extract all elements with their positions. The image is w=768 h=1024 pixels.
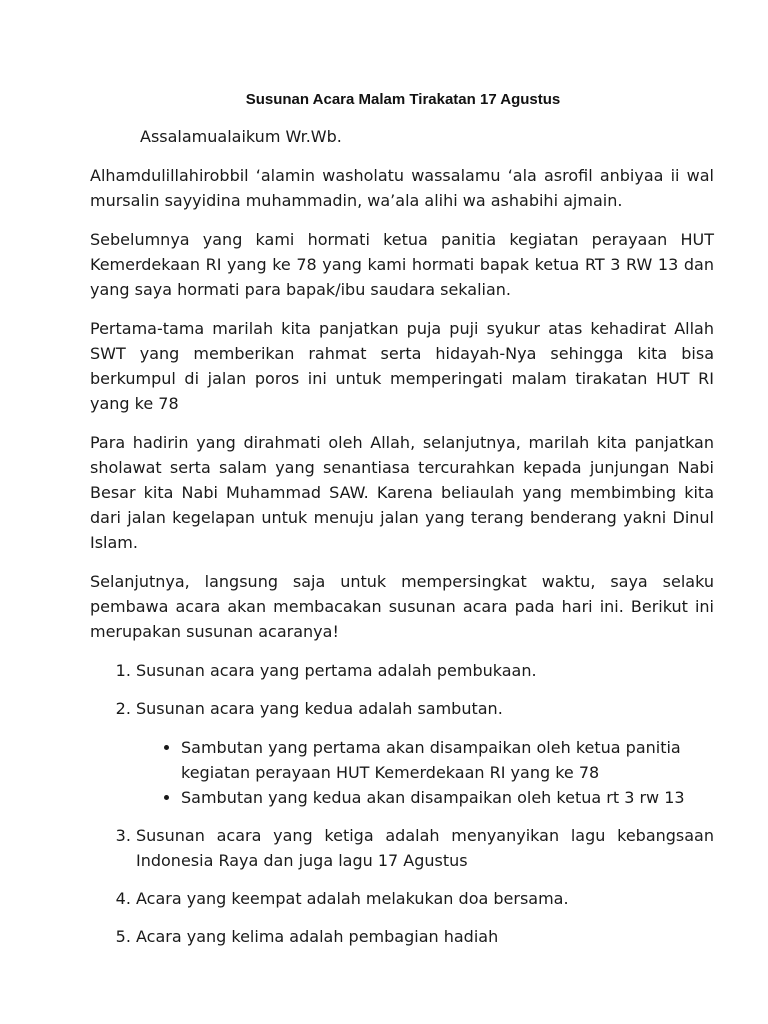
document-body — [90, 124, 714, 962]
agenda-item-text: Susunan acara yang kedua adalah sambutan. — [136, 699, 503, 718]
document-title: Susunan Acara Malam Tirakatan 17 Agustus — [245, 91, 561, 108]
sambutan-item: • Sambutan yang kedua akan disampaikan oleh ketua rt 3 rw 13 — [181, 785, 714, 810]
paragraph-opening-prayer: Alhamdulillahirobbil ‘alamin washolatu wassalamu ‘ala asrofil anbiyaa ii wal mursalin sayyidina muhammadin, wa’ala alihi wa ashabihi ajmain. — [90, 166, 714, 210]
agenda-item-text: Susunan acara yang ketiga adalah menyanyikan lagu kebangsaan Indonesia Raya dan juga lagu 17 Agustus — [136, 826, 714, 870]
sambutan-list — [136, 735, 714, 810]
agenda-item-text: Acara yang keempat adalah melakukan doa bersama. — [136, 889, 569, 908]
agenda-item-text: Susunan acara yang pertama adalah pembukaan. — [136, 661, 537, 680]
paragraph-introduction: Selanjutnya, langsung saja untuk mempersingkat waktu, saya selaku pembawa acara akan membacakan susunan acara pada hari ini. Berikut ini merupakan susunan acaranya! — [90, 572, 714, 641]
greeting: Assalamualaikum Wr.Wb. — [140, 127, 342, 146]
agenda-item — [136, 823, 714, 873]
agenda-item — [136, 658, 714, 683]
agenda-item-text: Acara yang kelima adalah pembagian hadiah — [136, 927, 499, 946]
agenda-item — [136, 924, 714, 949]
agenda-item — [136, 696, 714, 810]
agenda-list — [90, 658, 714, 949]
paragraph-gratitude: Pertama-tama marilah kita panjatkan puja puji syukur atas kehadirat Allah SWT yang memberikan rahmat serta hidayah-Nya sehingga kita bisa berkumpul di jalan poros ini untuk memperingati malam tirakatan HUT RI yang ke 78 — [90, 319, 714, 413]
paragraph-respects: Sebelumnya yang kami hormati ketua panitia kegiatan perayaan HUT Kemerdekaan RI yang ke 78 yang kami hormati bapak ketua RT 3 RW 13 dan yang saya hormati para bapak/ibu saudara sekalian. — [90, 230, 714, 299]
sambutan-item: • Sambutan yang pertama akan disampaikan oleh ketua panitia kegiatan perayaan HUT Kemerdekaan RI yang ke 78 — [181, 735, 714, 785]
paragraph-sholawat: Para hadirin yang dirahmati oleh Allah, selanjutnya, marilah kita panjatkan sholawat serta salam yang senantiasa tercurahkan kepada junjungan Nabi Besar kita Nabi Muhammad SAW. Karena beliaulah yang membimbing kita dari jalan kegelapan untuk menuju jalan yang terang benderang yakni Dinul Islam. — [90, 433, 714, 552]
agenda-item — [136, 886, 714, 911]
